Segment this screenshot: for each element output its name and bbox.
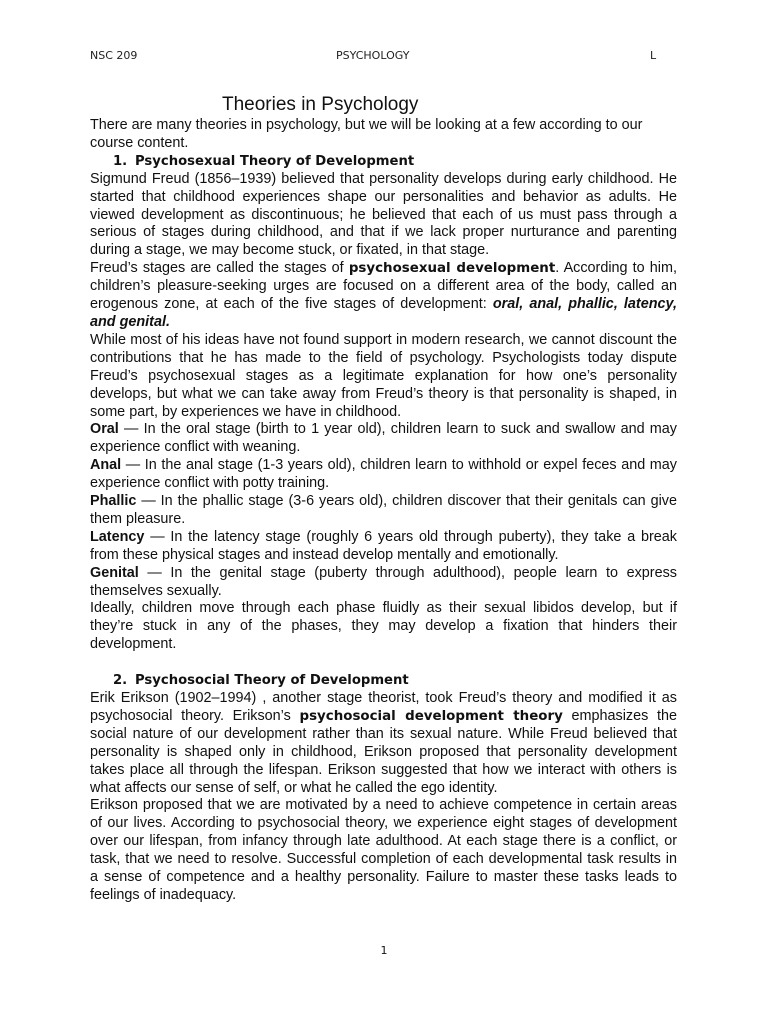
stage-name: Phallic [90,493,137,510]
stage-name: Anal [90,457,122,474]
stage-description: — In the phallic stage (3-6 years old), children discover that their genitals can give them pleasure. [90,493,677,527]
stage-phallic [90,493,677,529]
stage-anal [90,457,677,493]
stage-description: — In the latency stage (roughly 6 years old through puberty), they take a break from these physical stages and instead develop mentally and emotionally. [90,528,677,563]
text-run: Erik Erikson (1902–1994) , another stage theorist, took Freud’s theory and modified it as psychosocial theory. Erikson’s [90,689,677,724]
section-number: 2. [113,673,128,689]
header-subject: PSYCHOLOGY [336,49,410,62]
erikson-paragraph-2: Erikson proposed that we are motivated by a need to achieve competence in certain areas of our lives. According to psychosocial theory, we experience eight stages of development over our lifespan, from infancy through late adulthood. At each stage there is a conflict, or task, that we need to resolve. Successful completion of each developmental task results in a sense of competence and a healthy personality. Failure to master these tasks leads to feelings of inadequacy. [90,797,677,903]
stage-description: — In the anal stage (1-3 years old), children learn to withhold or expel feces and may experience conflict with potty training. [90,457,677,492]
section-number: 1. [113,153,128,169]
freud-paragraph-4: Ideally, children move through each phase fluidly as their sexual libidos develop, but if they’re stuck in any of the phases, they may develop a fixation that hinders their development. [90,600,677,653]
section-heading-psychosexual [113,153,677,171]
blank-line [90,654,677,672]
section-heading-psychosocial [113,672,677,690]
page-header [0,49,768,65]
freud-paragraph-2 [90,260,677,332]
header-right-mark: L [650,49,657,62]
bold-term: psychosocial development theory [299,708,563,724]
text-run: Freud’s stages are called the stages of [90,260,349,277]
stage-description: — In the genital stage (puberty through adulthood), people learn to express themselves sexually. [90,564,677,599]
erikson-paragraph-1 [90,690,677,797]
stage-description: — In the oral stage (birth to 1 year old), children learn to suck and swallow and may experience conflict with weaning. [90,421,677,456]
header-course-code: NSC 209 [90,49,138,62]
stage-name: Genital [90,564,139,581]
bold-term: psychosexual development [348,261,556,277]
section-heading-text: Psychosexual Theory of Development [135,153,415,169]
page-number: 1 [380,944,388,957]
intro-paragraph: There are many theories in psychology, but we will be looking at a few according to our course content. [90,117,643,151]
stage-name: Oral [90,421,119,438]
stage-oral [90,421,677,457]
text-run: emphasizes the social nature of our development rather than its sexual nature. While Freud believed that personality is shaped only in childhood, Erikson proposed that personality development takes place all through the lifespan. Erikson suggested that how we interact with others is what affects our sense of self, or what he called the ego identity. [90,707,677,796]
stage-genital [90,565,677,601]
text-run: . According to him, children’s pleasure-seeking urges are focused on a different area of the body, called an erogenous zone, at each of the five stages of development: [90,260,677,313]
section-heading-text: Psychosocial Theory of Development [135,673,409,689]
document-body [90,93,677,905]
bold-italic-stage-list: oral, anal, phallic, latency, and genital. [90,296,677,330]
freud-paragraph-1: Sigmund Freud (1856–1939) believed that personality develops during early childhood. He started that childhood experiences shape our personalities and behavior as adults. He viewed development as discontinuous; he believed that each of us must pass through a serious of stages during childhood, and that if we lack proper nurturance and parenting during a stage, we may become stuck, or fixated, in that stage. [90,170,677,259]
stage-latency [90,529,677,565]
freud-paragraph-3: While most of his ideas have not found support in modern research, we cannot discount the contributions that he has made to the field of psychology. Psychologists today dispute Freud’s psychosexual stages as a legitimate explanation for how one’s personality develops, but what we can take away from Freud’s theory is that personality is shaped, in some part, by experiences we have in childhood. [90,331,677,420]
document-title: Theories in Psychology [222,94,419,115]
stage-name: Latency [90,528,145,545]
